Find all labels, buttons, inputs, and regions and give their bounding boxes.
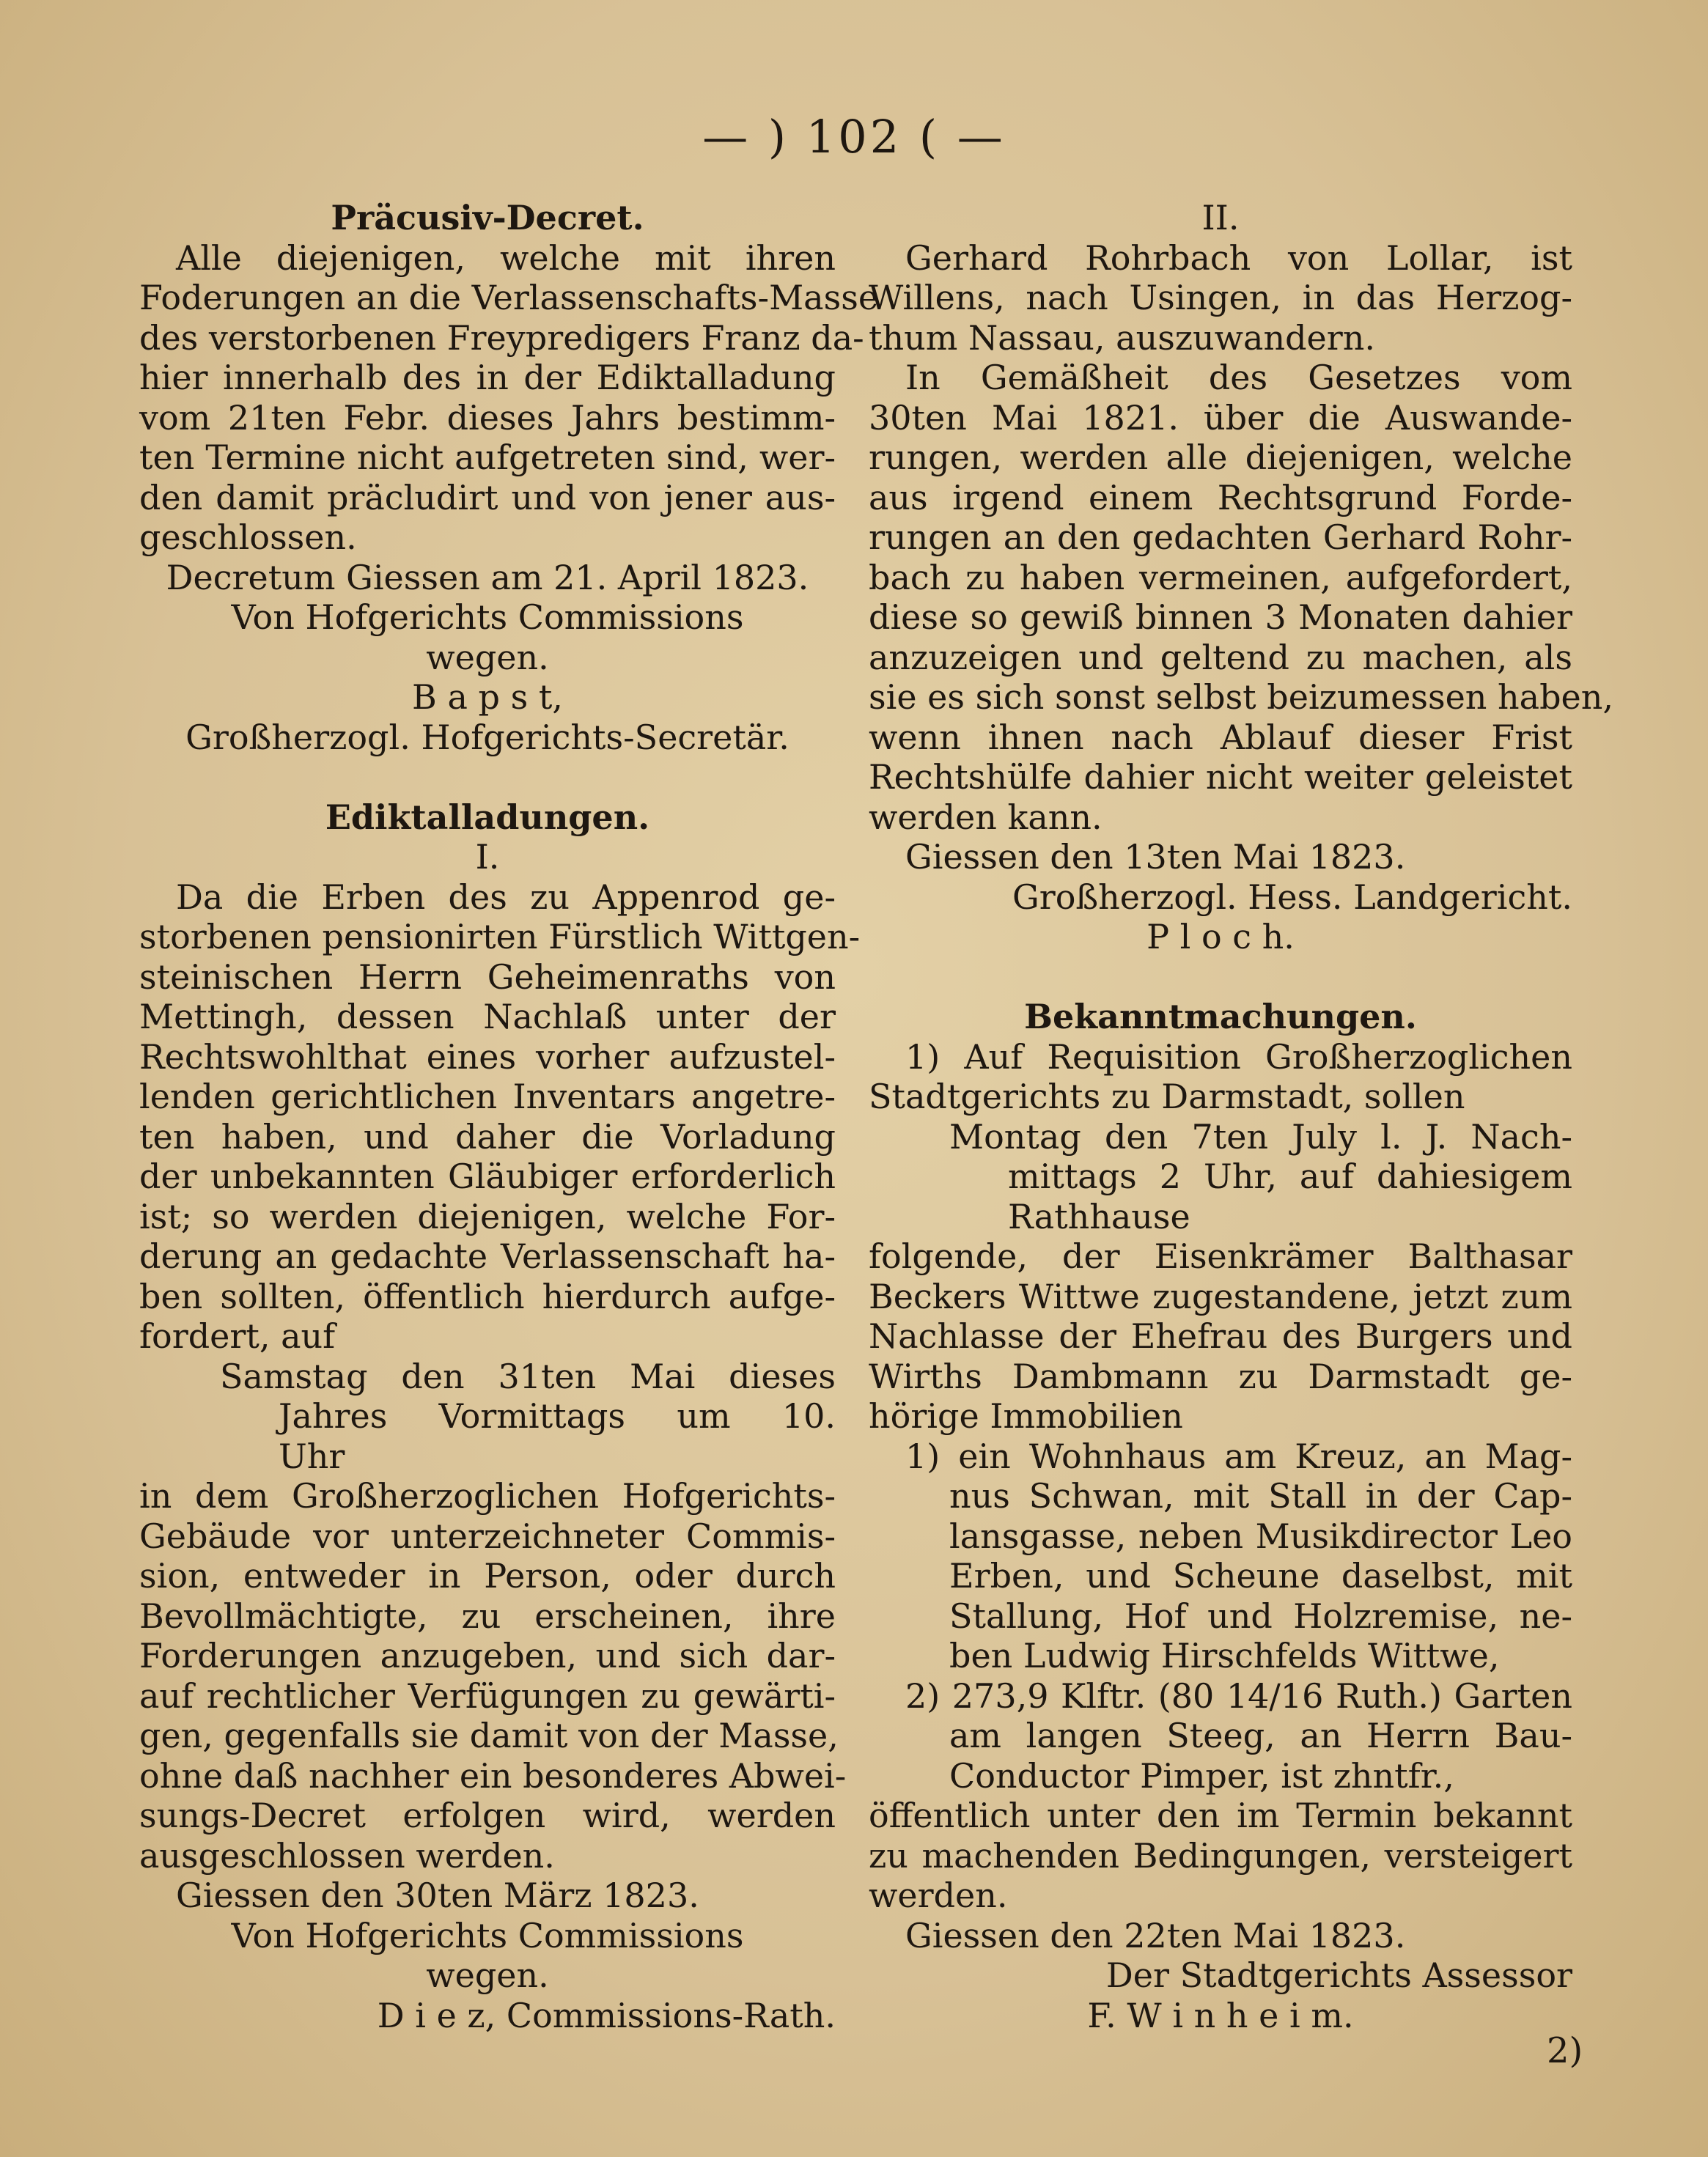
text-line: auf rechtlicher Verfügungen zu gewärti- xyxy=(139,1675,836,1716)
date-line: Uhr xyxy=(279,1436,345,1476)
text-line: lenden gerichtlichen Inventars angetre- xyxy=(139,1077,836,1116)
text-line: Beckers Wittwe zugestandene, jetzt zum xyxy=(869,1276,1572,1316)
text-line: ist; so werden diejenigen, welche For- xyxy=(139,1196,836,1236)
authority-line: wegen. xyxy=(426,1955,549,1995)
signer: P l o c h. xyxy=(1146,917,1295,956)
text-line: hörige Immobilien xyxy=(869,1396,1183,1436)
date-line: mittags 2 Uhr, auf dahiesigem xyxy=(1008,1157,1572,1196)
page-header: — ) 102 ( — xyxy=(702,110,1006,163)
section-number: I. xyxy=(475,837,500,877)
text-line: öffentlich unter den im Termin bekannt xyxy=(869,1796,1572,1835)
authority-line: Der Stadtgerichts Assessor xyxy=(1105,1955,1572,1995)
authority-line: Von Hofgerichts Commissions xyxy=(231,597,744,637)
text-line: Wirths Dambmann zu Darmstadt ge- xyxy=(869,1356,1572,1396)
list-item: am langen Steeg, an Herrn Bau- xyxy=(949,1716,1572,1755)
text-line: ten Termine nicht aufgetreten sind, wer- xyxy=(139,438,836,477)
text-line: steinischen Herrn Geheimenraths von xyxy=(139,956,836,997)
text-line: derung an gedachte Verlassenschaft ha- xyxy=(139,1236,836,1276)
text-line: werden. xyxy=(869,1876,1008,1915)
authority-line: Von Hofgerichts Commissions xyxy=(231,1915,744,1955)
place-date: Giessen den 30ten März 1823. xyxy=(176,1876,699,1915)
signer-title: Großherzogl. Hofgerichts-Secretär. xyxy=(185,717,789,757)
date-line: Jahres Vormittags um 10. xyxy=(279,1396,836,1436)
text-line: storbenen pensionirten Fürstlich Wittgen- xyxy=(139,917,861,956)
text-line: folgende, der Eisenkrämer Balthasar xyxy=(869,1236,1572,1276)
list-item: Conductor Pimper, ist zhntfr., xyxy=(949,1755,1454,1796)
text-line: Mettingh, dessen Nachlaß unter der xyxy=(139,997,836,1036)
text-line: Rechtswohlthat eines vorher aufzustel- xyxy=(139,1036,836,1077)
text-line: werden kann. xyxy=(869,797,1103,837)
text-line: Forderungen anzugeben, und sich dar- xyxy=(139,1636,836,1675)
text-line: thum Nassau, auszuwandern. xyxy=(869,317,1376,358)
list-item: ben Ludwig Hirschfelds Wittwe, xyxy=(949,1636,1500,1675)
list-item: Stallung, Hof und Holzremise, ne- xyxy=(949,1596,1572,1636)
section-number: II. xyxy=(1201,198,1240,237)
text-line: zu machenden Bedingungen, versteigert xyxy=(869,1835,1572,1876)
praeclusiv-heading: Präcusiv-Decret. xyxy=(331,198,644,237)
text-line: in dem Großherzoglichen Hofgerichts- xyxy=(139,1476,836,1516)
text-line: sion, entweder in Person, oder durch xyxy=(139,1556,836,1596)
text-line: ohne daß nachher ein besonderes Abwei- xyxy=(139,1755,847,1796)
right-column xyxy=(869,198,1614,2035)
text-line: bach zu haben vermeinen, aufgefordert, xyxy=(869,557,1572,597)
text-line: den damit präcludirt und von jener aus- xyxy=(139,477,836,517)
list-item: 1) ein Wohnhaus am Kreuz, an Mag- xyxy=(905,1436,1572,1476)
list-item: nus Schwan, mit Stall in der Cap- xyxy=(949,1476,1572,1516)
list-item: 2) 273,9 Klftr. (80 14/16 Ruth.) Garten xyxy=(905,1675,1572,1716)
court-name: Großherzogl. Hess. Landgericht. xyxy=(1012,877,1572,917)
text-line: des verstorbenen Freypredigers Franz da- xyxy=(139,317,864,358)
catchword: 2) xyxy=(1547,2030,1583,2071)
list-item: lansgasse, neben Musikdirector Leo xyxy=(949,1516,1572,1556)
text-line: wenn ihnen nach Ablauf dieser Frist xyxy=(869,717,1572,757)
text-line: In Gemäßheit des Gesetzes vom xyxy=(905,358,1572,397)
text-line: ben sollten, öffentlich hierdurch aufge- xyxy=(139,1276,836,1316)
text-line: Alle diejenigen, welche mit ihren xyxy=(176,237,836,278)
text-line: hier innerhalb des in der Ediktalladung xyxy=(139,358,836,397)
text-line: Willens, nach Usingen, in das Herzog- xyxy=(869,278,1572,317)
place-date: Giessen den 13ten Mai 1823. xyxy=(905,837,1406,877)
signer: B a p s t, xyxy=(412,677,563,717)
text-line: Gebäude vor unterzeichneter Commis- xyxy=(139,1516,836,1556)
date-line: Montag den 7ten July l. J. Nach- xyxy=(949,1116,1572,1157)
text-line: Gerhard Rohrbach von Lollar, ist xyxy=(905,237,1572,278)
text-line: rungen an den gedachten Gerhard Rohr- xyxy=(869,517,1572,557)
authority-line: wegen. xyxy=(426,637,549,677)
signer: F. W i n h e i m. xyxy=(1087,1995,1354,2035)
signer: D i e z, Commissions-Rath. xyxy=(377,1995,836,2035)
text-line: ten haben, und daher die Vorladung xyxy=(139,1116,836,1157)
text-line: rungen, werden alle diejenigen, welche xyxy=(869,438,1572,477)
text-line: fordert, auf xyxy=(139,1316,336,1356)
text-line: gen, gegenfalls sie damit von der Masse, xyxy=(139,1716,839,1755)
text-line: geschlossen. xyxy=(139,517,357,557)
text-line: ausgeschlossen werden. xyxy=(139,1835,555,1876)
text-line: diese so gewiß binnen 3 Monaten dahier xyxy=(869,597,1572,637)
text-line: sie es sich sonst selbst beizumessen haben, xyxy=(869,677,1614,717)
text-line: Rechtshülfe dahier nicht weiter geleistet xyxy=(869,757,1572,797)
text-line: anzuzeigen und geltend zu machen, als xyxy=(869,637,1572,677)
text-line: Bevollmächtigte, zu erscheinen, ihre xyxy=(139,1596,836,1636)
date-line: Samstag den 31ten Mai dieses xyxy=(220,1356,836,1396)
decretum-date: Decretum Giessen am 21. April 1823. xyxy=(166,557,809,597)
text-line: 30ten Mai 1821. über die Auswande- xyxy=(869,397,1572,438)
text-line: vom 21ten Febr. dieses Jahrs bestimm- xyxy=(139,397,836,438)
text-line: Nachlasse der Ehefrau des Burgers und xyxy=(869,1316,1572,1356)
left-column xyxy=(139,198,879,2035)
place-date: Giessen den 22ten Mai 1823. xyxy=(905,1915,1406,1955)
text-line: 1) Auf Requisition Großherzoglichen xyxy=(905,1036,1572,1077)
text-line: Foderungen an die Verlassenschafts-Masse xyxy=(139,278,879,317)
date-line: Rathhause xyxy=(1008,1196,1190,1236)
text-line: aus irgend einem Rechtsgrund Forde- xyxy=(869,477,1572,517)
list-item: Erben, und Scheune daselbst, mit xyxy=(949,1556,1572,1596)
bekannt-heading: Bekanntmachungen. xyxy=(1024,997,1417,1036)
text-line: sungs-Decret erfolgen wird, werden xyxy=(139,1796,836,1835)
text-line: Da die Erben des zu Appenrod ge- xyxy=(176,877,836,917)
edikt-heading: Ediktalladungen. xyxy=(325,797,650,837)
text-line: Stadtgerichts zu Darmstadt, sollen xyxy=(869,1077,1465,1116)
text-line: der unbekannten Gläubiger erforderlich xyxy=(139,1157,836,1196)
